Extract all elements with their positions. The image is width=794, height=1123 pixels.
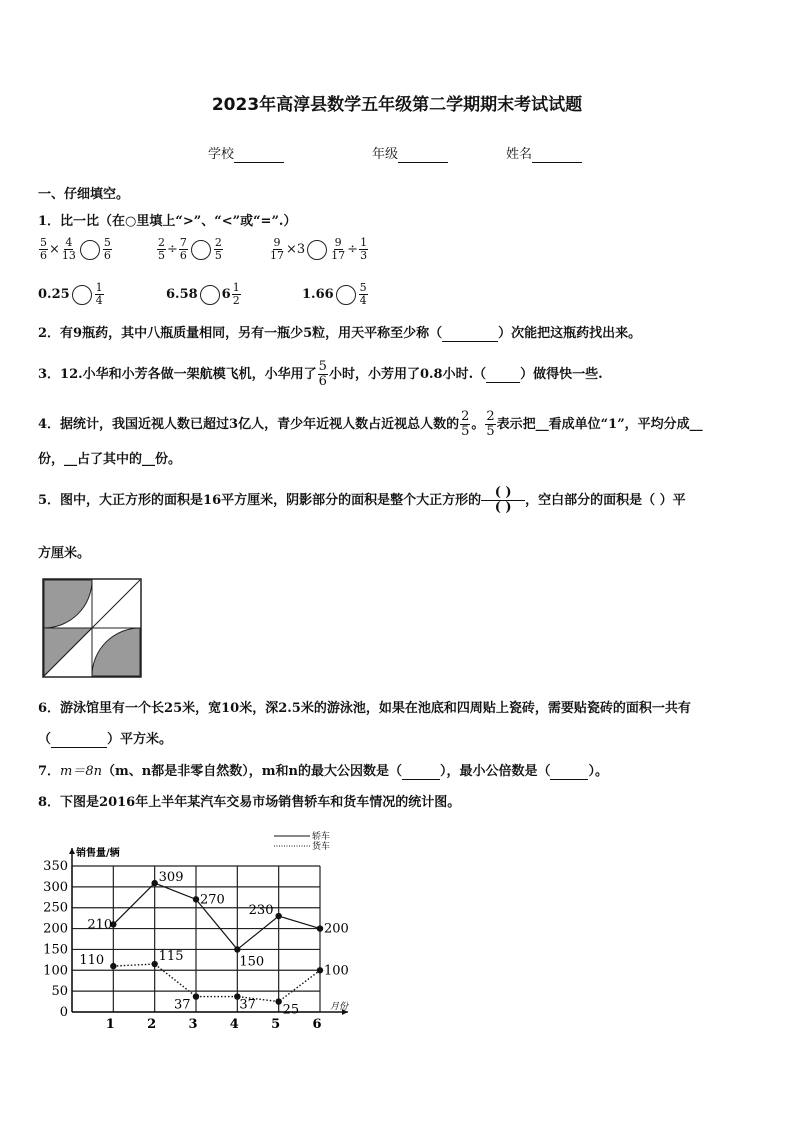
section-heading: 一、仔细填空。	[38, 187, 130, 202]
q1-compare-3: $\frac{9}{17}$ ×3 $\frac{9}{17}$ ÷ $\frac{1}{3}$	[270, 236, 368, 262]
legend-label: 货车	[312, 842, 331, 852]
q3-text: 3．12.小华和小芳各做一架航模飞机，小华用了 $\frac{5}{6}$ 小时，小芳用了0.8小时.（ ）做得快一些.	[38, 359, 603, 389]
data-point	[151, 961, 157, 967]
q7-text: 7．m＝8n（m、n都是非零自然数），m和n的最大公因数是（ ），最小公倍数是（ ）。	[38, 764, 608, 779]
x-tick-label: 6	[312, 1017, 322, 1032]
q1-compare-6: 1.66 $\frac{5}{4}$	[302, 281, 367, 307]
compare-circle[interactable]	[72, 285, 92, 305]
school-field	[208, 143, 284, 163]
y-tick-label: 200	[43, 921, 68, 937]
data-label: 210	[87, 917, 113, 933]
q1-compare-1: $\frac{5}{6}$ × $\frac{4}{13}$ $\frac{5}{6}$	[40, 236, 111, 262]
y-tick-label: 100	[43, 963, 68, 979]
data-label: 115	[158, 949, 184, 965]
data-point	[151, 880, 157, 886]
school-blank[interactable]	[234, 147, 284, 163]
q8-text: 8．下图是2016年上半年某汽车交易市场销售轿车和货车情况的统计图。	[38, 795, 461, 810]
q7-gcd-blank[interactable]	[402, 764, 440, 780]
name-blank[interactable]	[532, 147, 582, 163]
series-line	[113, 964, 320, 1002]
y-axis-arrow	[69, 848, 75, 854]
q4-text-line2: 份，__占了其中的__份。	[38, 452, 182, 467]
name-field	[506, 143, 582, 163]
y-axis-label: 销售量/辆	[76, 848, 120, 859]
q4-text: 4．据统计，我国近视人数已超过3亿人，青少年近视人数占近视总人数的 $\frac{2}{5}$ 。 $\frac{2}{5}$ 表示把__看成单位“1”，平均分成__	[38, 409, 703, 439]
q5-text-line2: 方厘米。	[38, 546, 91, 561]
compare-circle[interactable]	[80, 240, 100, 260]
q5-fraction-blank[interactable]: ( ) ( )	[481, 486, 525, 515]
y-tick-label: 0	[59, 1005, 68, 1020]
data-label: 25	[282, 1002, 300, 1018]
grade-blank[interactable]	[398, 147, 448, 163]
page-title: 2023年高淳县数学五年级第二学期期末考试试题	[211, 95, 583, 115]
data-label: 270	[200, 892, 225, 908]
y-tick-label: 250	[43, 900, 68, 916]
compare-circle[interactable]	[336, 285, 356, 305]
q1-compare-2: $\frac{2}{5}$ ÷ $\frac{7}{6}$ $\frac{2}{5}$	[158, 236, 222, 262]
legend-label: 轿车	[312, 832, 331, 842]
compare-circle[interactable]	[307, 240, 327, 260]
x-tick-label: 5	[271, 1017, 281, 1032]
y-tick-label: 350	[43, 859, 68, 874]
q7-lcm-blank[interactable]	[550, 764, 588, 780]
x-tick-label: 1	[105, 1017, 115, 1032]
data-point	[110, 963, 116, 969]
data-label: 37	[174, 997, 191, 1013]
grade-label: 年级	[372, 147, 399, 162]
q1-text: 1．比一比（在○里填上“>”、“<”或“=”.）	[38, 214, 297, 229]
x-tick-label: 2	[147, 1017, 157, 1032]
q5-text: 5．图中，大正方形的面积是16平方厘米，阴影部分的面积是整个大正方形的 ( ) ( ) ，空白部分的面积是（ ）平	[38, 485, 686, 515]
data-point	[193, 993, 199, 999]
q6-text: 6．游泳馆里有一个长25米，宽10米，深2.5米的游泳池，如果在池底和四周贴上瓷砖，需要贴瓷砖的面积一共有	[38, 701, 691, 716]
school-label: 学校	[208, 147, 235, 162]
compare-circle[interactable]	[191, 240, 211, 260]
q1-compare-5: 6.58 6 $\frac{1}{2}$	[166, 281, 240, 307]
y-tick-label: 150	[43, 942, 68, 958]
y-tick-label: 50	[51, 984, 68, 1000]
data-point	[275, 913, 281, 919]
data-label: 309	[158, 870, 184, 886]
data-point	[317, 925, 323, 931]
data-label: 110	[79, 953, 105, 969]
data-point	[193, 896, 199, 902]
compare-circle[interactable]	[200, 285, 220, 305]
x-tick-label: 3	[188, 1017, 198, 1032]
data-label: 37	[239, 997, 256, 1013]
q2-answer-blank[interactable]	[442, 326, 498, 342]
name-label: 姓名	[506, 147, 533, 162]
sales-line-chart	[38, 826, 368, 1032]
data-label: 100	[324, 963, 349, 979]
data-label: 230	[248, 903, 274, 919]
data-label: 150	[239, 954, 265, 970]
q3-answer-blank[interactable]	[486, 367, 520, 383]
grade-field	[372, 143, 448, 163]
x-axis-label: 月份	[330, 1002, 349, 1012]
q6-text-line2: （ ）平方米。	[38, 732, 173, 747]
q1-compare-4: 0.25 $\frac{1}{4}$	[38, 281, 103, 307]
q2-text: 2．有9瓶药，其中八瓶质量相同，另有一瓶少5粒，用天平称至少称（ ）次能把这瓶药找出来。	[38, 326, 642, 341]
y-tick-label: 300	[43, 879, 68, 895]
data-point	[275, 998, 281, 1004]
data-label: 200	[324, 921, 349, 937]
q6-answer-blank[interactable]	[51, 732, 107, 748]
square-figure	[42, 578, 142, 678]
data-point	[234, 946, 240, 952]
data-point	[317, 967, 323, 973]
x-tick-label: 4	[229, 1017, 239, 1032]
